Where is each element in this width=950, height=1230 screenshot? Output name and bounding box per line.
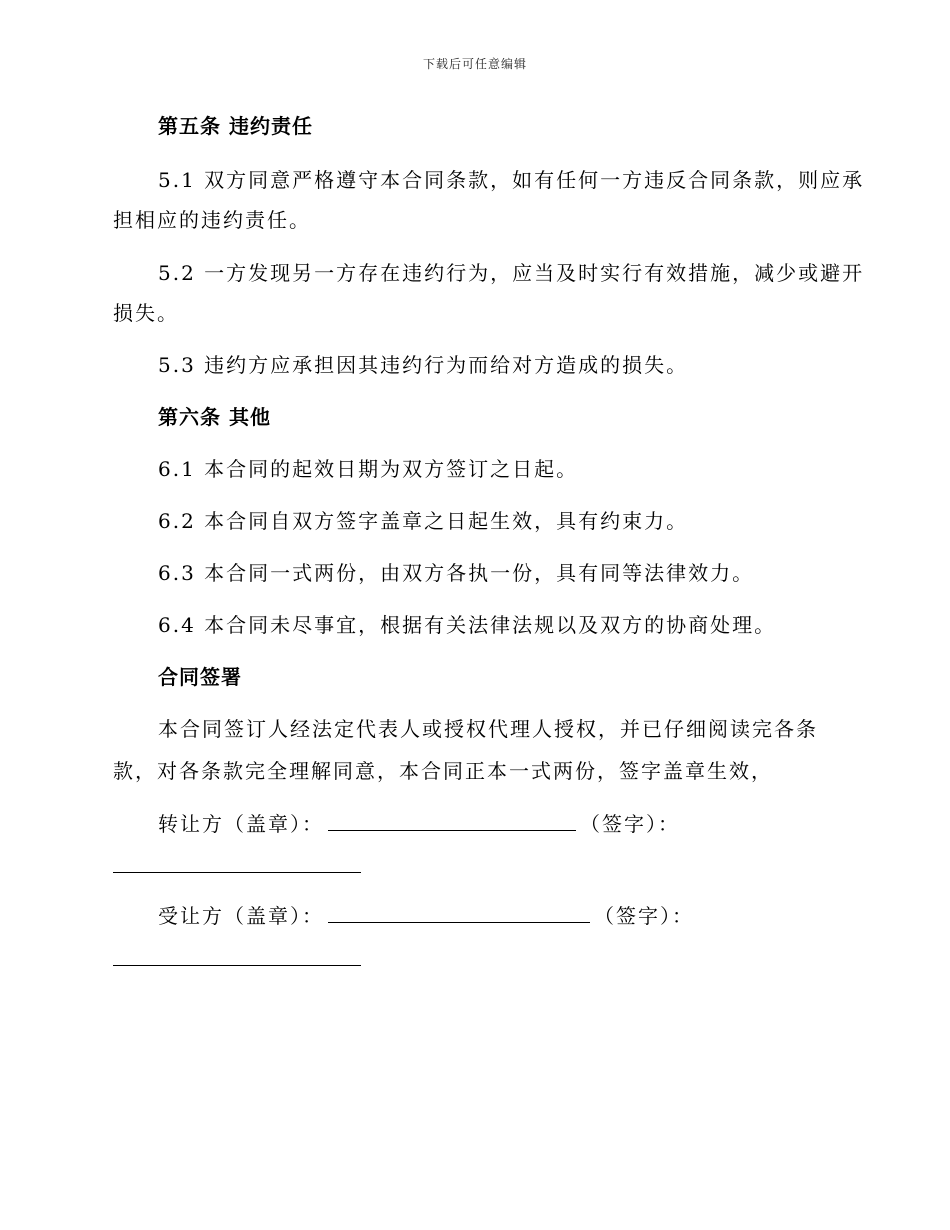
article5-title: 第五条 违约责任 [158,114,313,138]
transferee-seal-label: 受让方（盖章）： [158,904,324,928]
article6-p1: 6.1 本合同的起效日期为双方签订之日起。 [158,457,579,481]
signing-title: 合同签署 [158,665,242,689]
signing-intro-line1: 本合同签订人经法定代表人或授权代理人授权，并已仔细阅读完各条 [158,717,818,741]
article6-title: 第六条 其他 [158,405,271,429]
article6-p2: 6.2 本合同自双方签字盖章之日起生效，具有约束力。 [158,509,689,533]
article5-p3: 5.3 违约方应承担因其违约行为而给对方造成的损失。 [158,353,689,377]
transferor-seal-label: 转让方（盖章）： [158,812,324,836]
transferor-seal-blank[interactable] [328,810,576,831]
transferee-sign-blank[interactable] [113,965,361,966]
article5-p2-line2: 损失。 [113,301,179,325]
article5-p2-line1: 5.2 一方发现另一方存在违约行为，应当及时实行有效措施，减少或避开 [158,261,865,285]
signing-intro-line2: 款，对各条款完全理解同意，本合同正本一式两份，签字盖章生效， [113,759,773,783]
transferor-sign-label: （签字）： [580,812,680,836]
transferor-sign-blank[interactable] [113,872,361,873]
transferor-row [158,810,848,838]
transferee-row [158,902,848,930]
article6-p3: 6.3 本合同一式两份，由双方各执一份，具有同等法律效力。 [158,561,755,585]
page-header: 下载后可任意编辑 [422,57,527,71]
transferee-seal-blank[interactable] [328,902,590,923]
transferee-sign-label: （签字）： [594,904,694,928]
article6-p4: 6.4 本合同未尽事宜，根据有关法律法规以及双方的协商处理。 [158,613,777,637]
article5-p1-line1: 5.1 双方同意严格遵守本合同条款，如有任何一方违反合同条款，则应承 [158,168,865,192]
article5-p1-line2: 担相应的违约责任。 [113,208,311,232]
